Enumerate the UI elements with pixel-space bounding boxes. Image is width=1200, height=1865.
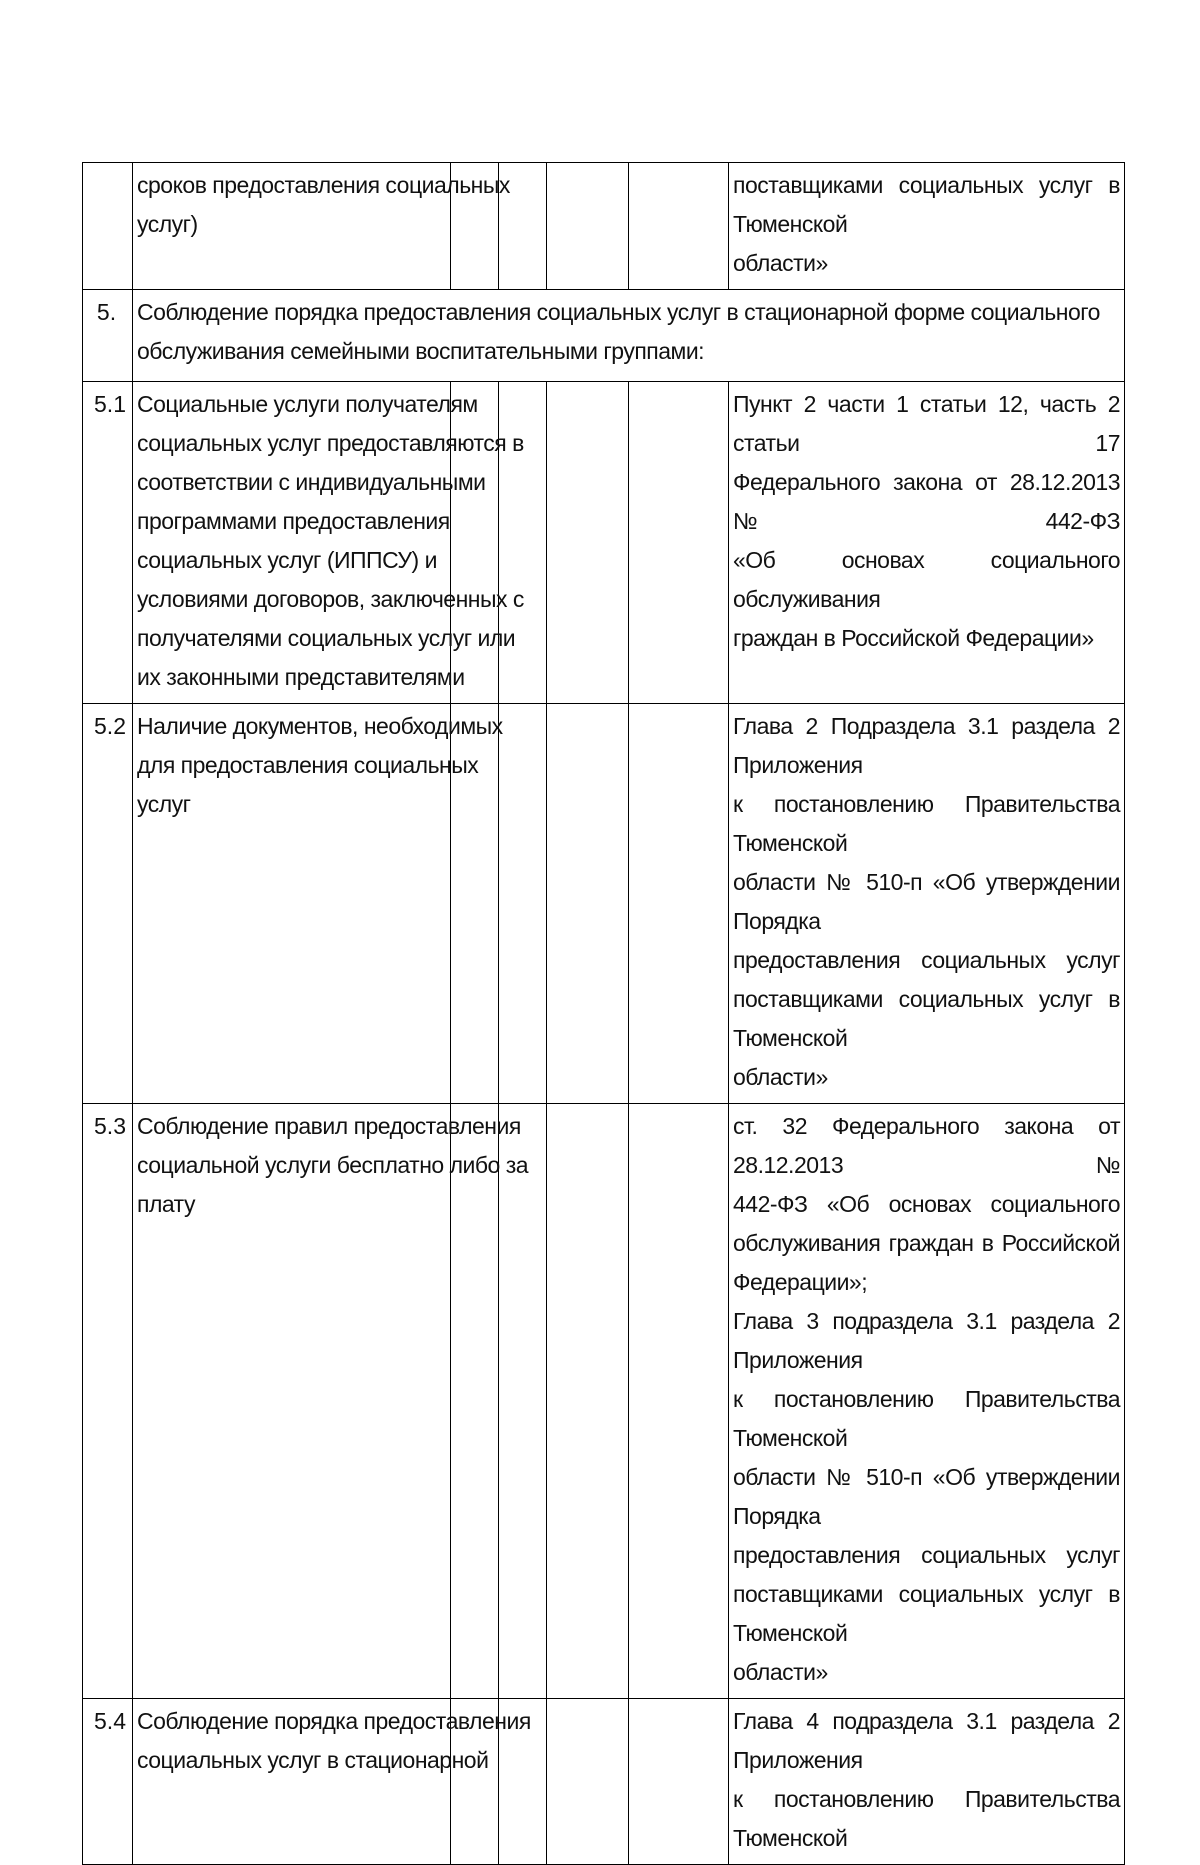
- table-row: [83, 163, 1125, 290]
- requirement-line: социальных услуг предоставляются в: [137, 430, 524, 456]
- reference-line: обслуживания граждан в Российской: [733, 1230, 1120, 1256]
- requirement-cell: [133, 1699, 531, 1865]
- requirement-cell: [133, 1104, 529, 1699]
- legal-reference-cell: [729, 382, 1125, 704]
- requirement-line: условиями договоров, заключенных с: [137, 586, 524, 612]
- empty-cell: [547, 382, 629, 704]
- reference-line: Пункт 2 части 1 статьи 12, часть 2 статьи 17: [733, 391, 1120, 456]
- requirement-line: сроков предоставления социальных: [137, 172, 510, 198]
- reference-line: поставщиками социальных услуг в Тюменской: [733, 1581, 1120, 1646]
- requirement-line: услуг): [137, 211, 198, 237]
- requirement-line: получателями социальных услуг или: [137, 625, 516, 651]
- empty-cell: [629, 382, 729, 704]
- requirement-line: социальных услуг в стационарной: [137, 1747, 489, 1773]
- legal-reference-cell: [729, 704, 1125, 1104]
- empty-cell: [629, 1699, 729, 1865]
- reference-line: ст. 32 Федерального закона от 28.12.2013 №: [733, 1113, 1120, 1178]
- empty-cell: [629, 163, 729, 290]
- requirement-line: соответствии с индивидуальными: [137, 469, 486, 495]
- legal-reference-cell: [729, 1699, 1125, 1865]
- row-number: 5.2: [83, 704, 133, 1104]
- reference-line: области»: [733, 1064, 828, 1090]
- reference-line: Глава 2 Подраздела 3.1 раздела 2 Приложения: [733, 713, 1120, 778]
- reference-line: области № 510-п «Об утверждении Порядка: [733, 869, 1120, 934]
- reference-line: Федерального закона от 28.12.2013 № 442-ФЗ: [733, 469, 1120, 534]
- reference-line: 442-ФЗ «Об основах социального: [733, 1191, 1120, 1217]
- reference-line: к постановлению Правительства Тюменской: [733, 791, 1120, 856]
- table-row: [83, 382, 1125, 704]
- table-row: [83, 1104, 1125, 1699]
- reference-line: Федерации»;: [733, 1269, 868, 1295]
- table-body: [83, 163, 1125, 1865]
- row-number: 5.3: [83, 1104, 133, 1699]
- empty-cell: [547, 1699, 629, 1865]
- empty-cell: [547, 704, 629, 1104]
- reference-line: «Об основах социального обслуживания: [733, 547, 1120, 612]
- empty-cell: [499, 704, 547, 1104]
- empty-cell: [451, 1699, 499, 1865]
- requirement-line: социальной услуги бесплатно либо за: [137, 1152, 529, 1178]
- reference-line: к постановлению Правительства Тюменской: [733, 1386, 1120, 1451]
- requirement-cell: [133, 163, 510, 290]
- requirement-line: Социальные услуги получателям: [137, 391, 478, 417]
- empty-cell: [451, 1104, 499, 1699]
- requirement-cell: [133, 382, 524, 704]
- empty-cell: [629, 704, 729, 1104]
- requirement-line: услуг: [137, 791, 191, 817]
- reference-line: предоставления социальных услуг: [733, 947, 1120, 973]
- requirement-line: их законными представителями: [137, 664, 465, 690]
- reference-line: граждан в Российской Федерации»: [733, 625, 1094, 651]
- requirement-line: плату: [137, 1191, 195, 1217]
- requirement-cell: [133, 704, 503, 1104]
- row-number: 5.1: [83, 382, 133, 704]
- empty-cell: [629, 1104, 729, 1699]
- empty-cell: [547, 1104, 629, 1699]
- reference-line: предоставления социальных услуг: [733, 1542, 1120, 1568]
- row-number: 5.4: [83, 1699, 133, 1865]
- requirement-line: Наличие документов, необходимых: [137, 713, 503, 739]
- checklist-table: [82, 162, 1125, 1865]
- empty-cell: [499, 1699, 547, 1865]
- reference-line: к постановлению Правительства Тюменской: [733, 1786, 1120, 1851]
- section-title: Соблюдение порядка предоставления социальных услуг в стационарной форме социального обслуживания семейными воспитательными группами:: [133, 290, 1125, 382]
- legal-reference-cell: [729, 163, 1125, 290]
- reference-line: поставщиками социальных услуг в Тюменской: [733, 172, 1120, 237]
- legal-reference-cell: [729, 1104, 1125, 1699]
- row-number: [83, 163, 133, 290]
- reference-line: области»: [733, 250, 828, 276]
- empty-cell: [547, 163, 629, 290]
- reference-line: Глава 4 подраздела 3.1 раздела 2 Приложения: [733, 1708, 1120, 1773]
- reference-line: области»: [733, 1659, 828, 1685]
- requirement-line: социальных услуг (ИППСУ) и: [137, 547, 437, 573]
- reference-line: поставщиками социальных услуг в Тюменской: [733, 986, 1120, 1051]
- reference-line: области № 510-п «Об утверждении Порядка: [733, 1464, 1120, 1529]
- section-row: [83, 290, 1125, 382]
- requirement-line: для предоставления социальных: [137, 752, 479, 778]
- requirement-line: Соблюдение правил предоставления: [137, 1113, 521, 1139]
- requirement-line: Соблюдение порядка предоставления: [137, 1708, 531, 1734]
- empty-cell: [499, 1104, 547, 1699]
- row-number: 5.: [83, 290, 133, 382]
- reference-line: Глава 3 подраздела 3.1 раздела 2 Приложения: [733, 1308, 1120, 1373]
- requirement-line: программами предоставления: [137, 508, 450, 534]
- table-row: [83, 704, 1125, 1104]
- table-row: [83, 1699, 1125, 1865]
